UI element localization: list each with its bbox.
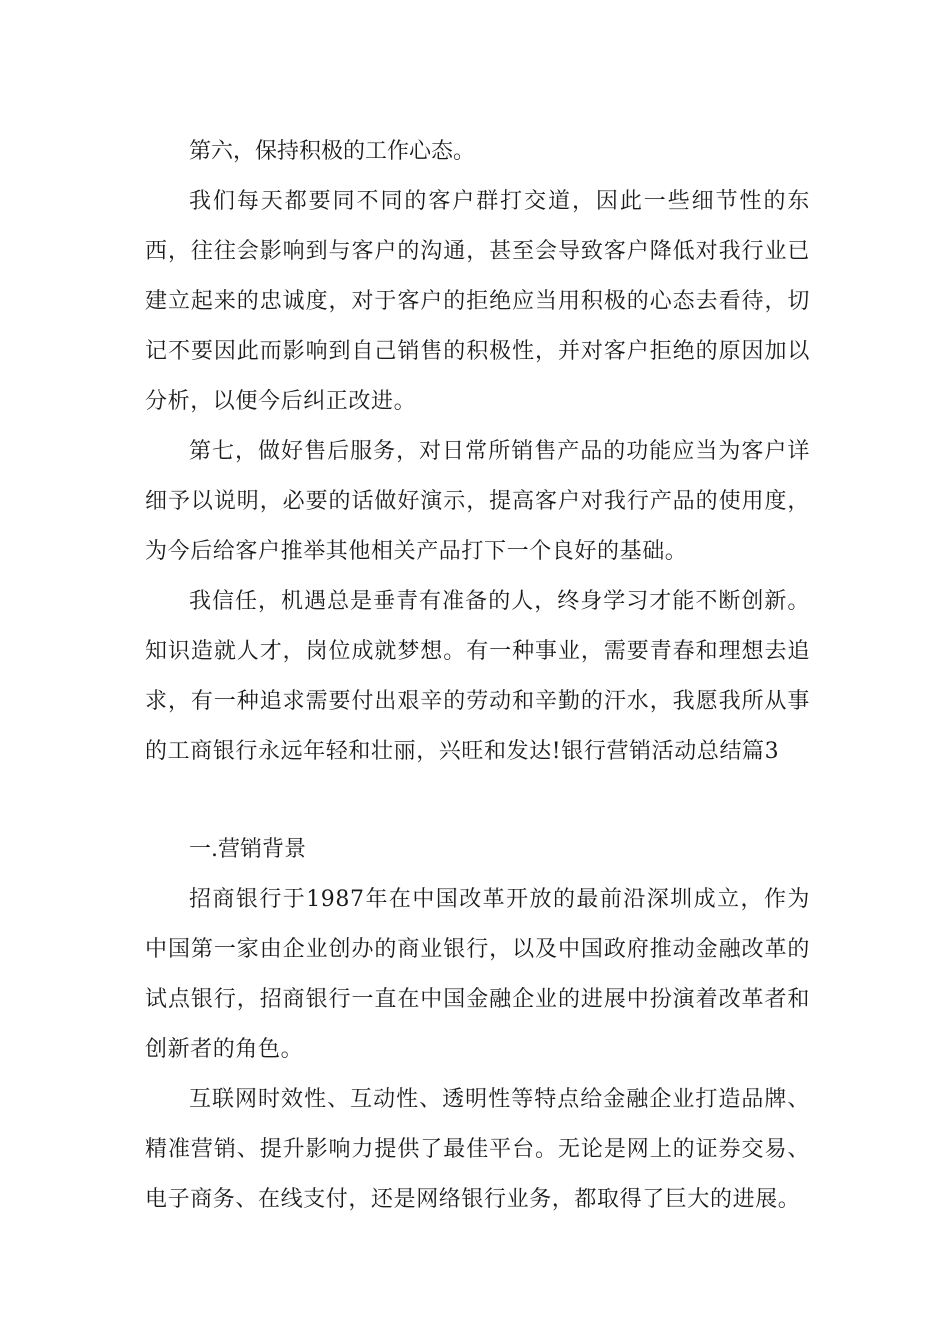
section-heading-marketing-background: 一.营销背景 bbox=[189, 837, 306, 862]
paragraph-section-seven: 第七，做好售后服务，对日常所销售产品的功能应当为客户详细予以说明，必要的话做好演示，提高客户对我行产品的使用度，为今后给客户推举其他相关产品打下一个良好的基础。 bbox=[145, 439, 810, 564]
paragraph-work-attitude: 我们每天都要同不同的客户群打交道，因此一些细节性的东西，往往会影响到与客户的沟通，甚至会导致客户降低对我行业已建立起来的忠诚度，对于客户的拒绝应当用积极的心态去看待，切记不要因此而影响到自己销售的积极性，并对客户拒绝的原因加以分析，以便今后纠正改进。 bbox=[145, 189, 810, 414]
paragraph-belief: 我信任，机遇总是垂青有准备的人，终身学习才能不断创新。知识造就人才，岗位成就梦想。有一种事业，需要青春和理想去追求，有一种追求需要付出艰辛的劳动和辛勤的汗水，我愿我所从事的工商银行永远年轻和壮丽，兴旺和发达!银行营销活动总结篇3 bbox=[145, 589, 810, 764]
paragraph-internet-features: 互联网时效性、互动性、透明性等特点给金融企业打造品牌、精准营销、提升影响力提供了最佳平台。无论是网上的证券交易、电子商务、在线支付，还是网络银行业务，都取得了巨大的进展。 bbox=[145, 1087, 810, 1212]
paragraph-section-six-title: 第六，保持积极的工作心态。 bbox=[189, 139, 476, 164]
paragraph-cmb-history: 招商银行于1987年在中国改革开放的最前沿深圳成立，作为中国第一家由企业创办的商业银行，以及中国政府推动金融改革的试点银行，招商银行一直在中国金融企业的进展中扮演着改革者和创新者的角色。 bbox=[145, 887, 810, 1062]
